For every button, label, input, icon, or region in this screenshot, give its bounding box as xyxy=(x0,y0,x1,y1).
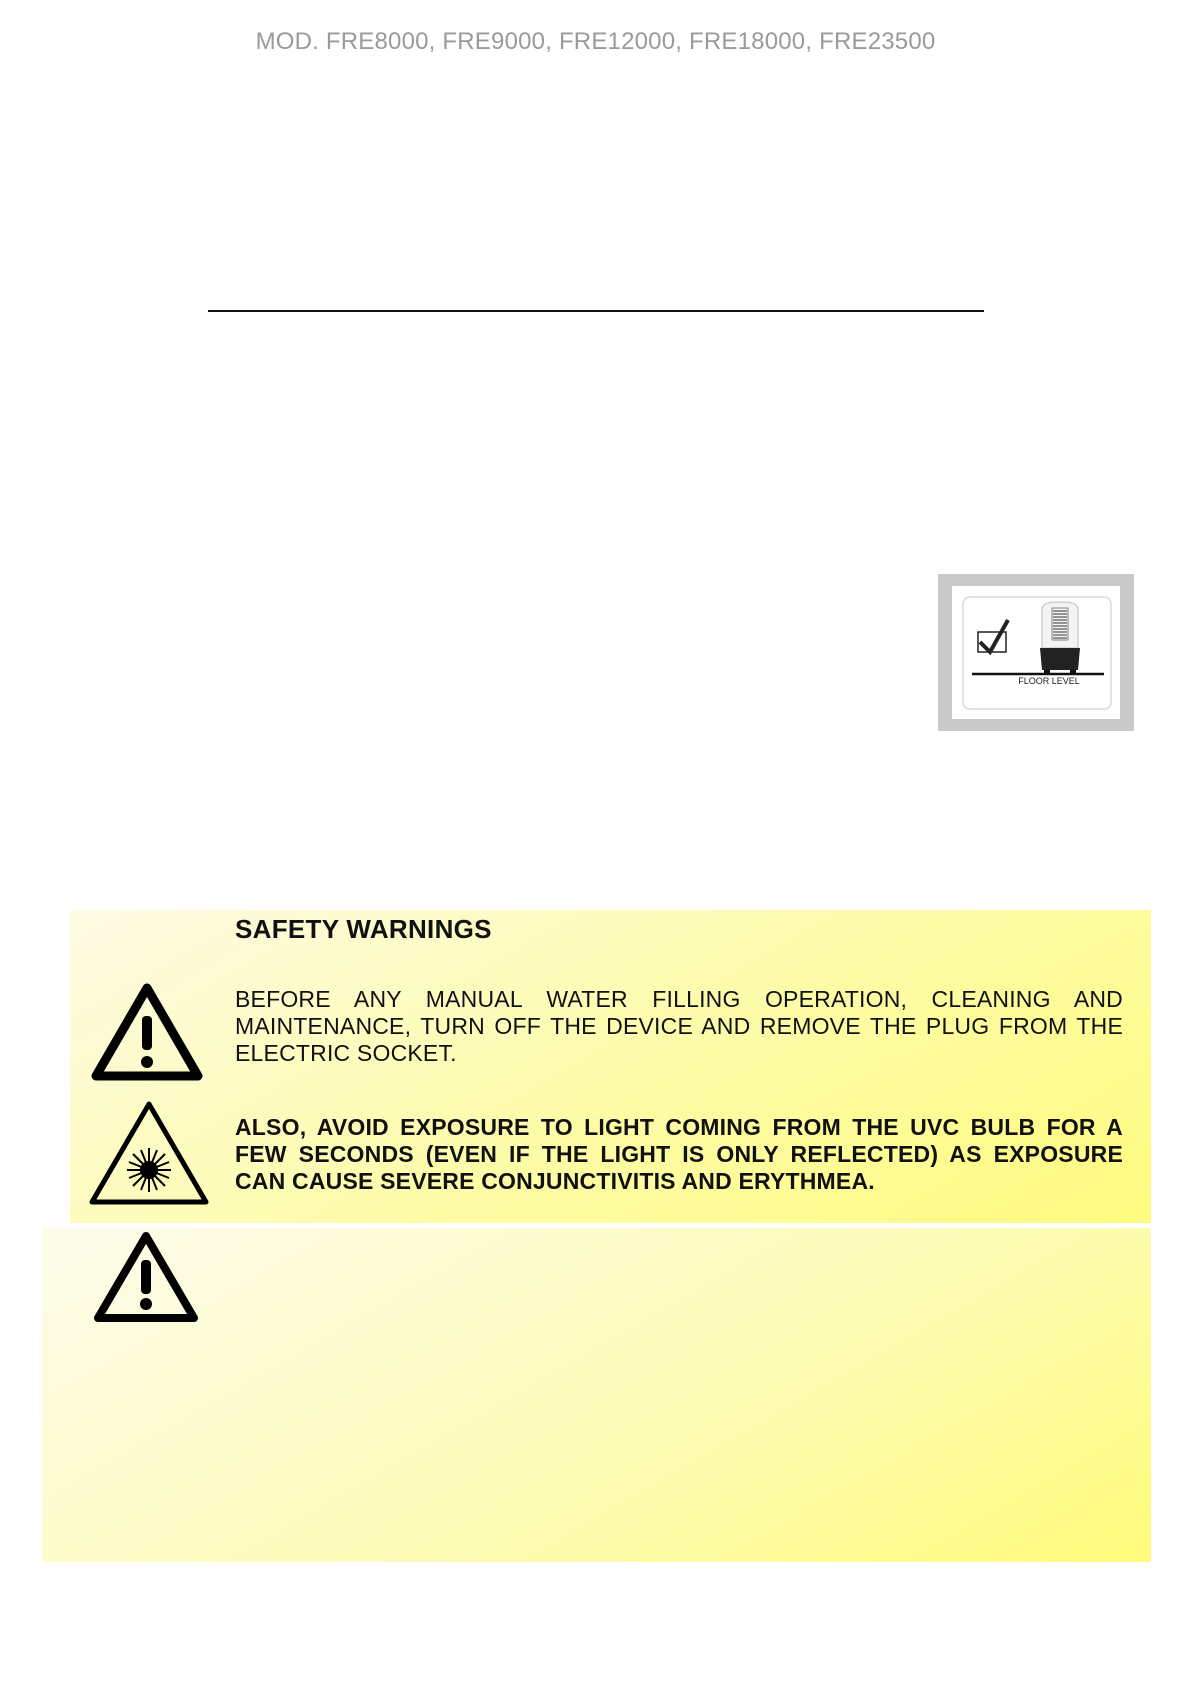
warning-uvc-text: ALSO, AVOID EXPOSURE TO LIGHT COMING FROM THE UVC BULB FOR A FEW SECONDS (EVEN IF THE LIGHT IS ONLY REFLECTED) AS EXPOSURE CAN CAUSE SEVERE CONJUNCTIVITIS AND ERYTHMEA. xyxy=(235,1114,1123,1194)
horizontal-rule xyxy=(208,310,984,312)
floor-level-label: FLOOR LEVEL xyxy=(1018,676,1080,686)
floor-level-card xyxy=(962,596,1112,710)
warning-unplug-text: BEFORE ANY MANUAL WATER FILLING OPERATION, CLEANING AND MAINTENANCE, TURN OFF THE DEVICE AND REMOVE THE PLUG FROM THE ELECTRIC SOCKET. xyxy=(235,986,1123,1066)
warning-triangle-icon xyxy=(90,1228,202,1328)
secondary-warning-box xyxy=(42,1228,1151,1562)
appliance-icon xyxy=(1040,602,1080,674)
checkmark-icon xyxy=(980,620,1008,652)
warning-triangle-icon xyxy=(88,980,206,1084)
page-header-models: MOD. FRE8000, FRE9000, FRE12000, FRE18000, FRE23500 xyxy=(255,28,936,55)
safety-warnings-title: SAFETY WARNINGS xyxy=(235,914,492,944)
floor-level-illustration xyxy=(964,598,1110,708)
uv-light-warning-icon xyxy=(86,1098,212,1208)
floor-level-figure xyxy=(938,574,1134,731)
